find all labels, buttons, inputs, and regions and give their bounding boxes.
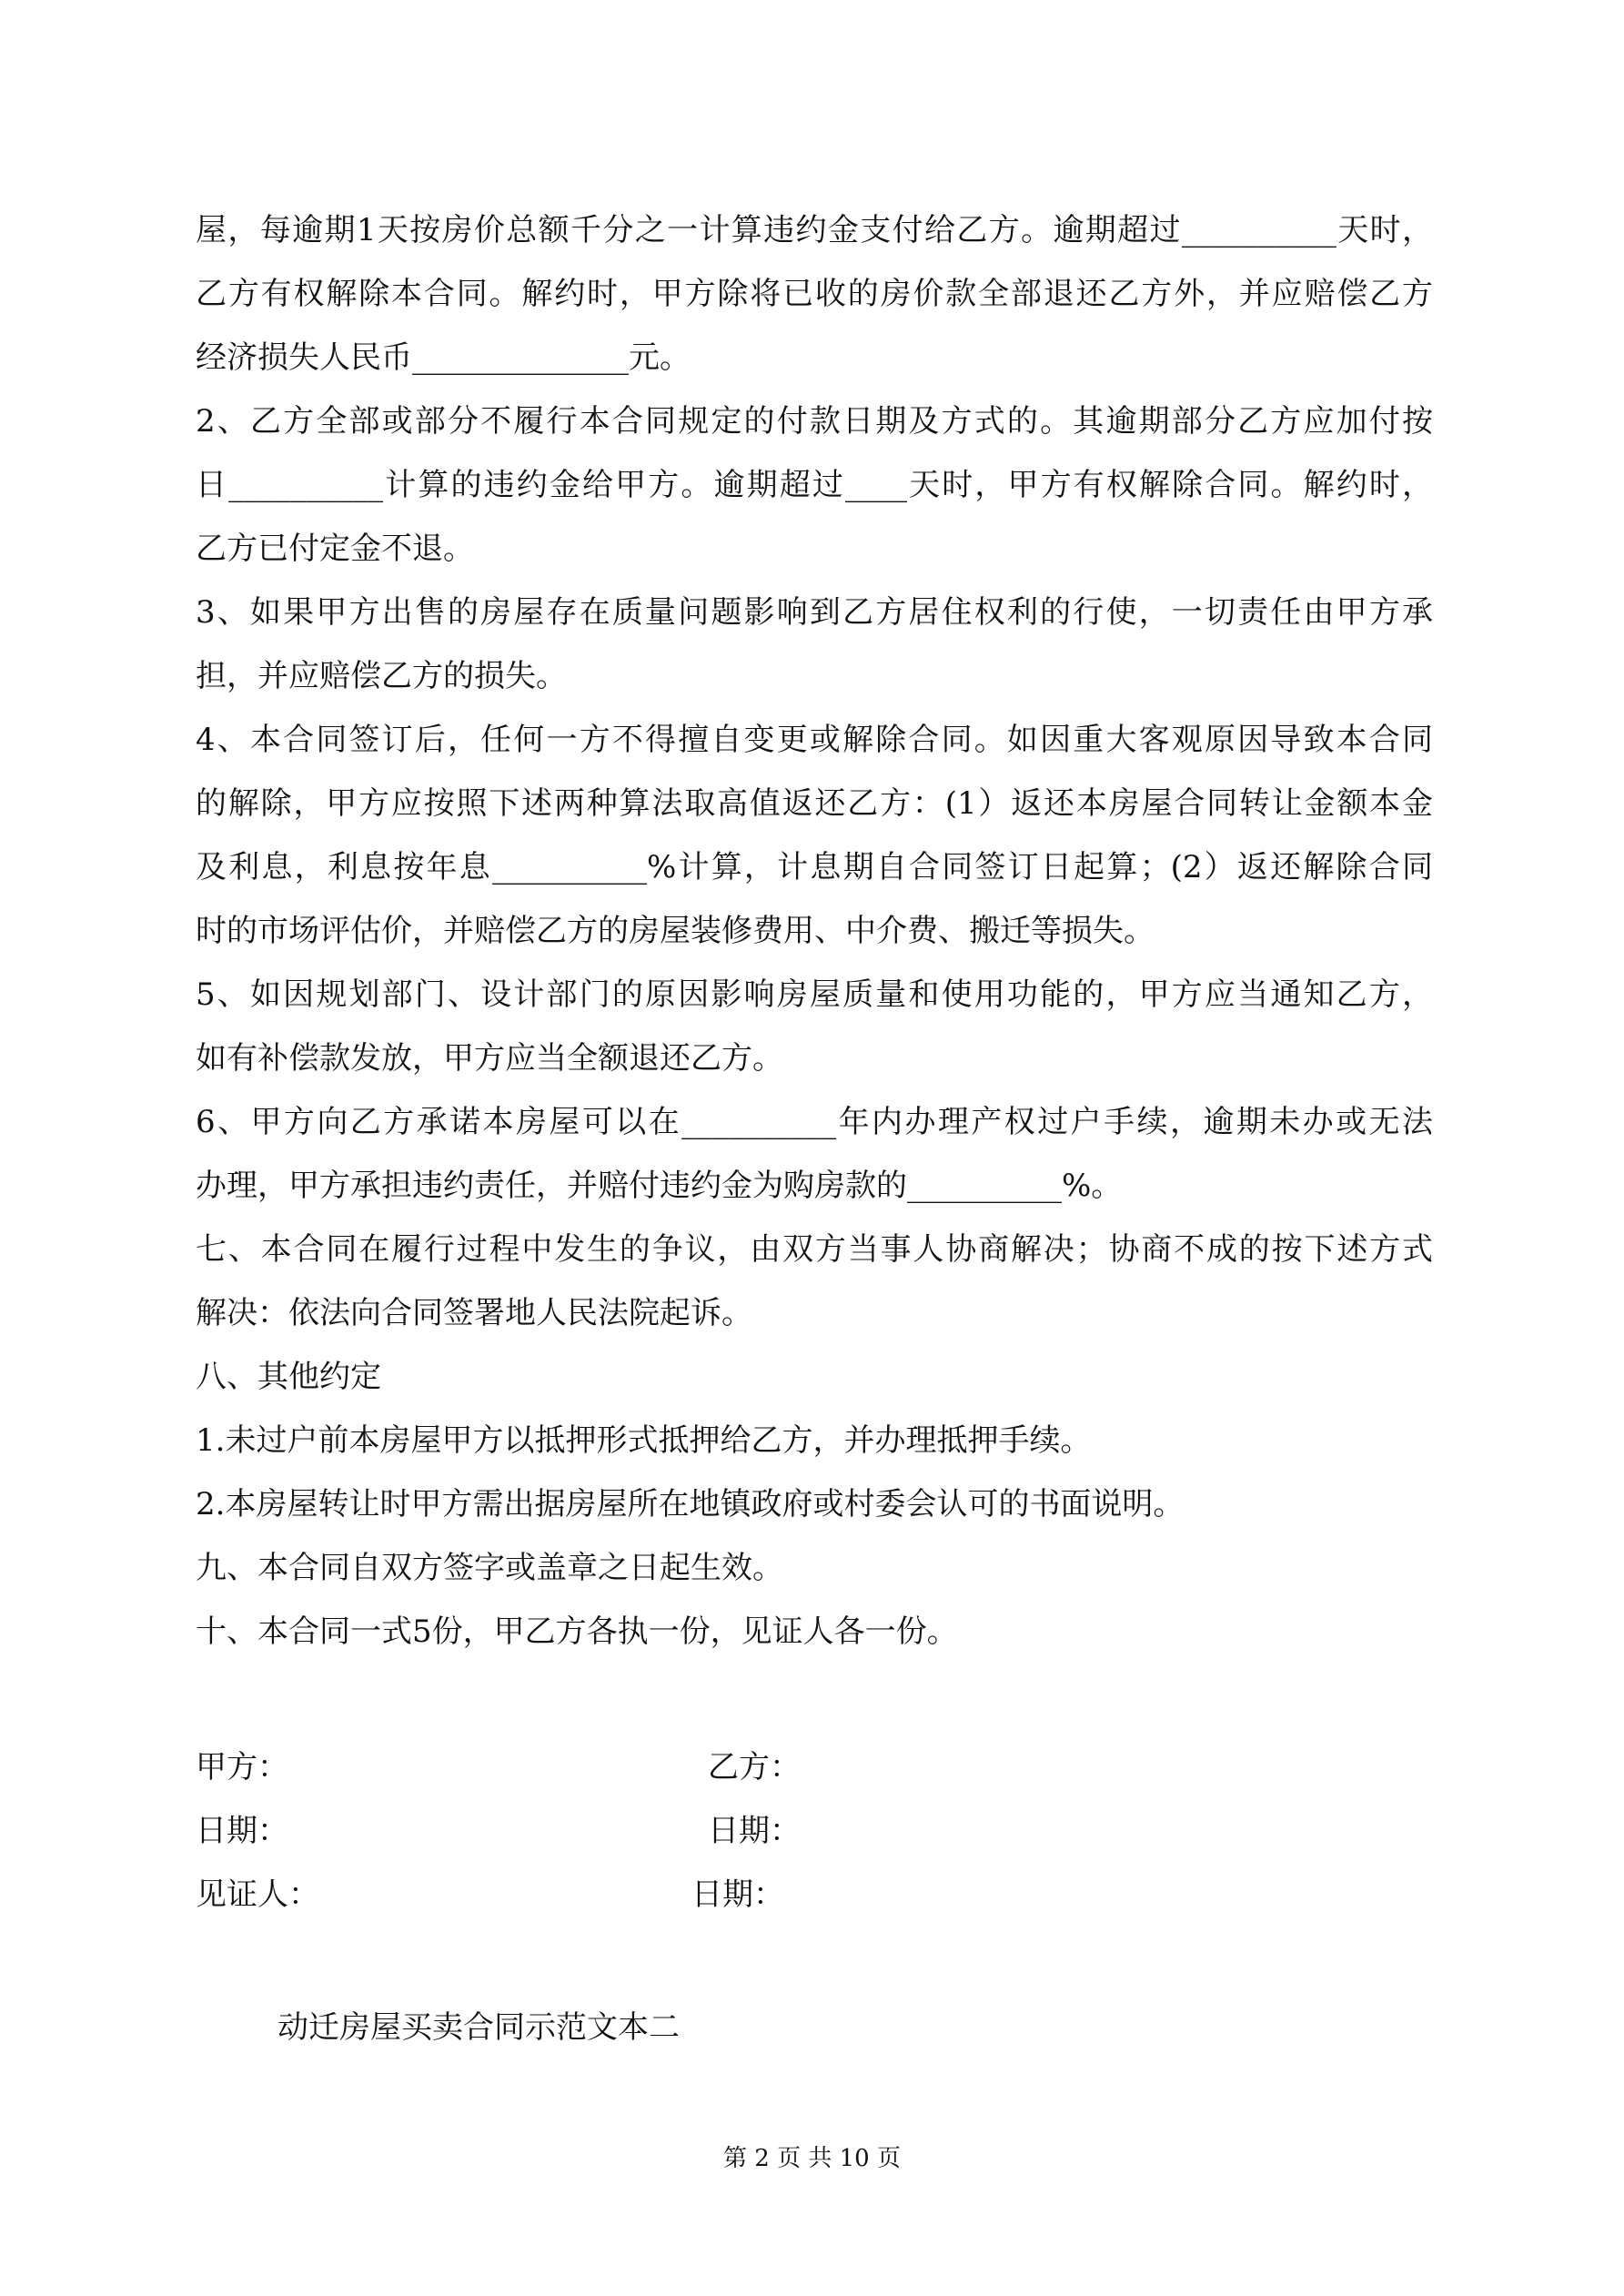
body-line: 5、如因规划部门、设计部门的原因影响房屋质量和使用功能的，甲方应当通知乙方， xyxy=(196,976,1433,1013)
body-line: 解决：依法向合同签署地人民法院起诉。 xyxy=(196,1295,752,1331)
body-line: 4、本合同签订后，任何一方不得擅自变更或解除合同。如因重大客观原因导致本合同 xyxy=(196,722,1433,758)
body-line: 的解除，甲方应按照下述两种算法取高值返还乙方：(1）返还本房屋合同转让金额本金 xyxy=(196,785,1433,822)
date-b-label: 日期： xyxy=(708,1813,801,1849)
body-line: 担，并应赔偿乙方的损失。 xyxy=(196,658,567,694)
body-line: 九、本合同自双方签字或盖章之日起生效。 xyxy=(196,1550,783,1586)
body-line: 日__________计算的违约金给甲方。逾期超过____天时，甲方有权解除合同。解约时， xyxy=(196,467,1433,503)
body-line: 1.未过户前本房屋甲方以抵押形式抵押给乙方，并办理抵押手续。 xyxy=(196,1422,1092,1459)
body-line: 时的市场评估价，并赔偿乙方的房屋装修费用、中介费、搬迁等损失。 xyxy=(196,913,1155,949)
body-line: 及利息，利息按年息__________%计算，计息期自合同签订日起算；(2）返还解除合同 xyxy=(196,849,1433,885)
next-section-title: 动迁房屋买卖合同示范文本二 xyxy=(277,2009,680,2046)
body-line: 如有补偿款发放，甲方应当全额退还乙方。 xyxy=(196,1040,783,1077)
witness-label: 见证人： xyxy=(196,1876,319,1913)
body-line: 乙方有权解除本合同。解约时，甲方除将已收的房价款全部退还乙方外，并应赔偿乙方 xyxy=(196,276,1433,312)
party-b-label: 乙方： xyxy=(708,1749,801,1785)
body-line: 十、本合同一式5份，甲乙方各执一份，见证人各一份。 xyxy=(196,1613,958,1650)
date-a-label: 日期： xyxy=(196,1813,288,1849)
body-line: 七、本合同在履行过程中发生的争议，由双方当事人协商解决；协商不成的按下述方式 xyxy=(196,1231,1433,1268)
body-line: 6、甲方向乙方承诺本房屋可以在__________年内办理产权过户手续，逾期未办或无法 xyxy=(196,1104,1433,1140)
section-heading: 八、其他约定 xyxy=(196,1359,381,1395)
date-witness-label: 日期： xyxy=(691,1876,784,1913)
body-line: 屋，每逾期1天按房价总额千分之一计算违约金支付给乙方。逾期超过__________天时， xyxy=(196,212,1433,248)
body-line: 3、如果甲方出售的房屋存在质量问题影响到乙方居住权利的行使，一切责任由甲方承 xyxy=(196,594,1433,631)
party-a-label: 甲方： xyxy=(196,1749,288,1785)
body-line: 乙方已付定金不退。 xyxy=(196,531,474,567)
body-line: 经济损失人民币______________元。 xyxy=(196,339,691,376)
body-line: 2、乙方全部或部分不履行本合同规定的付款日期及方式的。其逾期部分乙方应加付按 xyxy=(196,403,1433,440)
body-line: 办理，甲方承担违约责任，并赔付违约金为购房款的__________%。 xyxy=(196,1168,1123,1204)
page-footer: 第 2 页 共 10 页 xyxy=(723,2145,901,2172)
body-line: 2.本房屋转让时甲方需出据房屋所在地镇政府或村委会认可的书面说明。 xyxy=(196,1486,1185,1522)
